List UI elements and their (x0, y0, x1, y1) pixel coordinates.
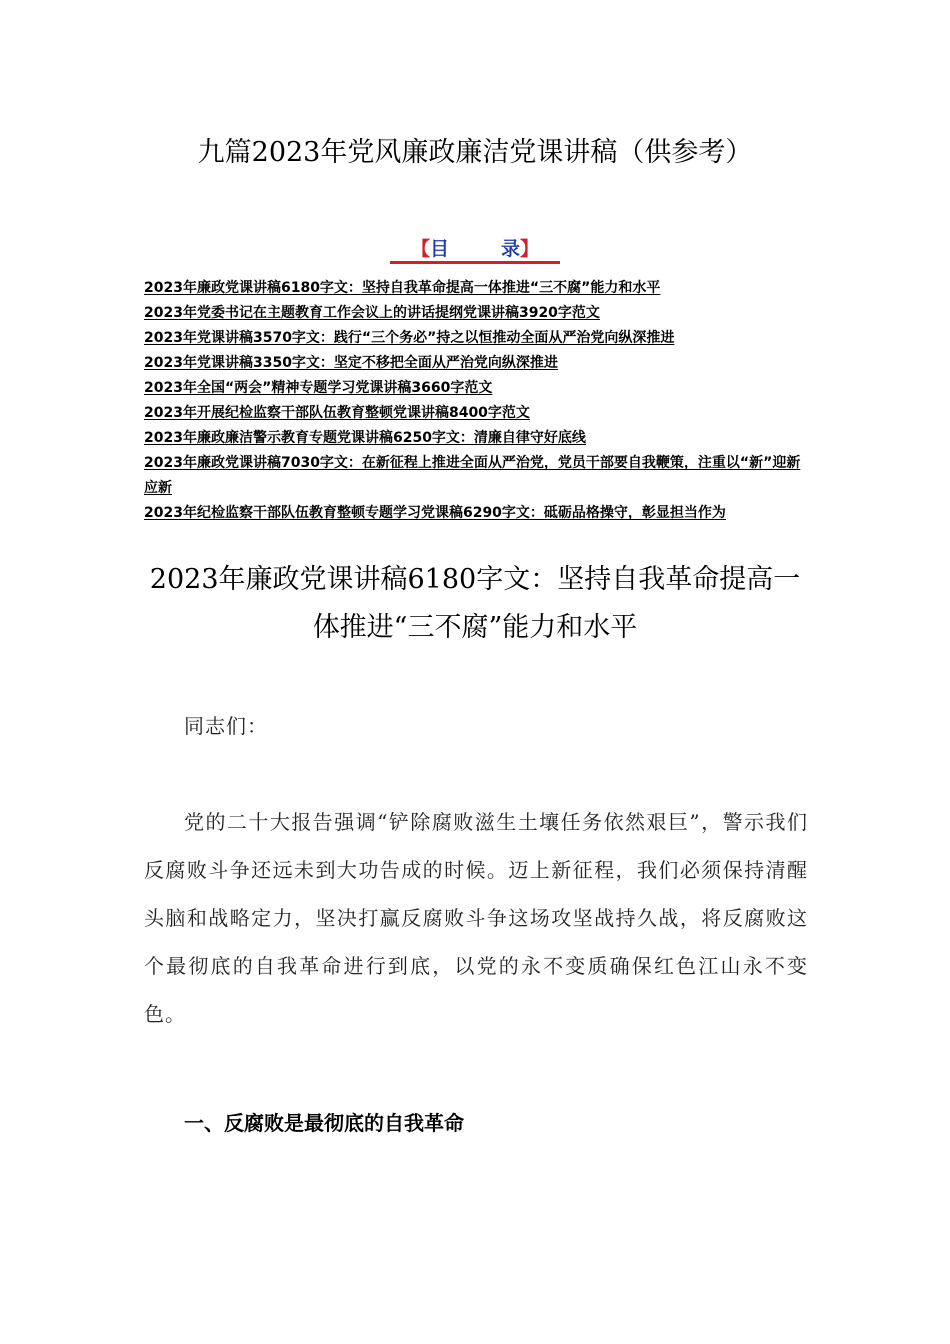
toc-right-bracket: 】 (520, 238, 540, 260)
toc-link-7[interactable]: 2023年廉政廉洁警示教育专题党课讲稿6250字文：清廉自律守好底线 (144, 430, 586, 446)
toc-item (144, 426, 810, 451)
toc-link-3[interactable]: 2023年党课讲稿3570字文：践行“三个务必”持之以恒推动全面从严治党向纵深推进 (144, 330, 675, 346)
toc-item (144, 376, 810, 401)
toc-item (144, 276, 810, 301)
toc-heading-part1: 目 (429, 238, 449, 260)
toc-left-bracket: 【 (410, 238, 430, 260)
toc-item (144, 451, 810, 501)
toc-item (144, 351, 810, 376)
salutation: 同志们： (184, 714, 268, 738)
table-of-contents (144, 276, 810, 526)
toc-link-2[interactable]: 2023年党委书记在主题教育工作会议上的讲话提纲党课讲稿3920字范文 (144, 305, 600, 321)
toc-heading (0, 236, 950, 262)
toc-link-5[interactable]: 2023年全国“两会”精神专题学习党课讲稿3660字范文 (144, 380, 493, 396)
toc-item (144, 326, 810, 351)
toc-link-6[interactable]: 2023年开展纪检监察干部队伍教育整顿党课讲稿8400字范文 (144, 405, 530, 421)
toc-heading-part2: 录 (501, 238, 521, 260)
body-paragraph: 党的二十大报告强调“铲除腐败滋生土壤任务依然艰巨”，警示我们反腐败斗争还远未到大功告成的时候。迈上新征程，我们必须保持清醒头脑和战略定力，坚决打赢反腐败斗争这场攻坚战持久战，将反腐败这个最彻底的自我革命进行到底，以党的永不变质确保红色江山永不变色。 (144, 810, 808, 1026)
toc-item (144, 301, 810, 326)
section-title: 2023年廉政党课讲稿6180字文：坚持自我革命提高一体推进“三不腐”能力和水平 (149, 564, 801, 643)
toc-item (144, 401, 810, 426)
document-title: 九篇2023年党风廉政廉洁党课讲稿（供参考） (197, 137, 753, 168)
toc-item (144, 501, 810, 526)
toc-link-8[interactable]: 2023年廉政党课讲稿7030字文：在新征程上推进全面从严治党，党员干部要自我鞭策，注重以“新”迎新应新 (144, 455, 801, 496)
toc-heading-underline (390, 261, 560, 264)
toc-link-1[interactable]: 2023年廉政党课讲稿6180字文：坚持自我革命提高一体推进“三不腐”能力和水平 (144, 280, 661, 296)
section-heading-1: 一、反腐败是最彻底的自我革命 (184, 1111, 464, 1135)
toc-link-4[interactable]: 2023年党课讲稿3350字文：坚定不移把全面从严治党向纵深推进 (144, 355, 558, 371)
toc-link-9[interactable]: 2023年纪检监察干部队伍教育整顿专题学习党课稿6290字文：砥砺品格操守，彰显担当作为 (144, 505, 726, 521)
